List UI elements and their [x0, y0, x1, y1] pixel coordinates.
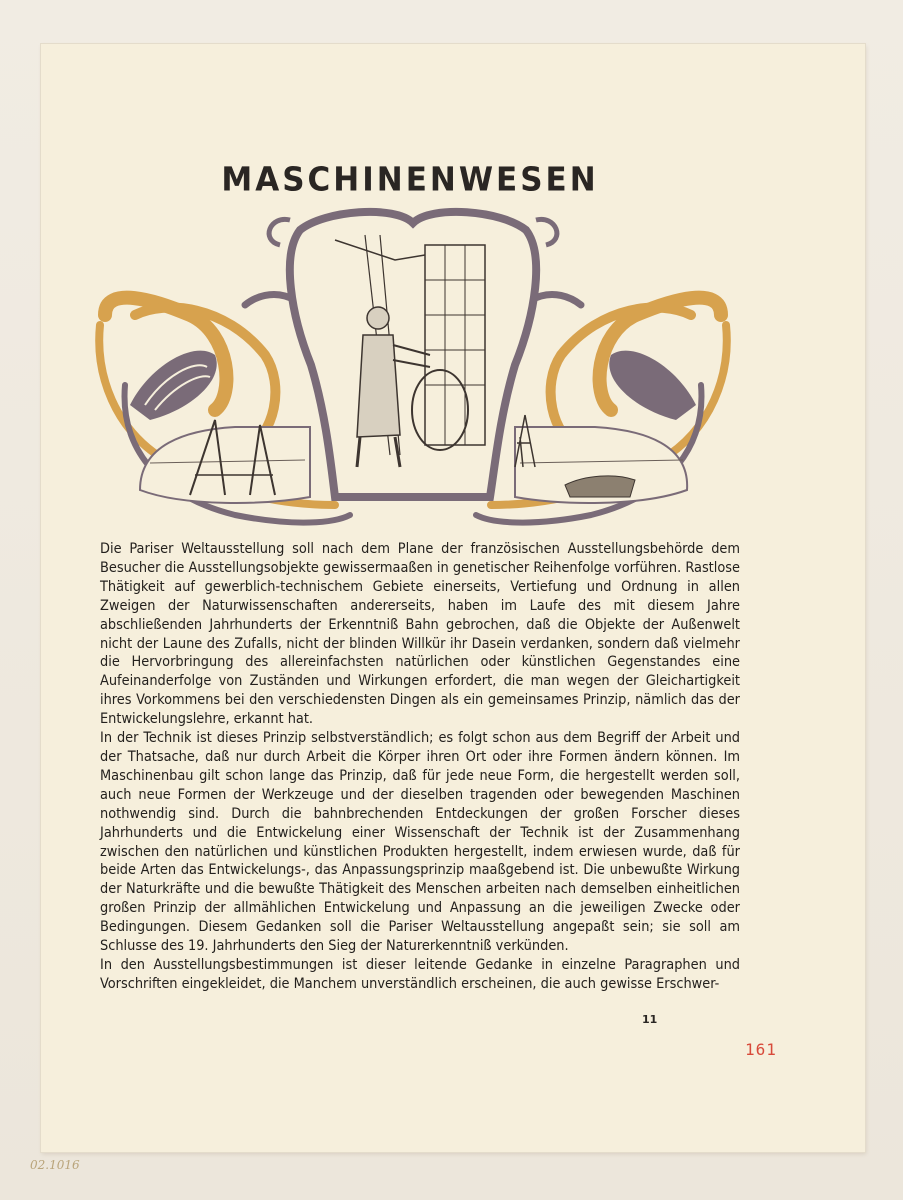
art-nouveau-illustration — [95, 205, 731, 535]
paragraph: In den Ausstellungsbestimmungen ist dieser leitende Gedanke in einzelne Paragraphen und Vorschriften eingekleidet, die Manchem unverständlich erscheinen, die auch gewisse Erschwer- — [100, 956, 740, 992]
body-text — [100, 540, 740, 994]
archive-stamp: 161 — [745, 1040, 777, 1059]
inventory-note: 02.1016 — [30, 1158, 80, 1172]
left-landscape — [140, 420, 310, 503]
right-landscape — [515, 415, 687, 503]
left-fruit-cluster — [130, 351, 217, 420]
paragraph: Die Pariser Weltausstellung soll nach dem Plane der französischen Ausstellungsbehörde dem Besucher die Ausstellungsobjekte gewissermaaßen in genetischer Reihenfolge vorführen. Rastlose Thätigkeit auf gewerblich-technischem Gebiete einerseits, Vertiefung und Ordnung in allen Zweigen der Naturwissenschaften andererseits, haben im Laufe des mit diesem Jahre abschließenden Jahrhunderts der Erkenntniß Bahn gebrochen, daß die Objekte der Außenwelt nicht der Laune des Zufalls, nicht der blinden Willkür ihr Dasein verdanken, sondern daß vielmehr die Hervorbringung des allereinfachsten natürlichen oder künstlichen Gegenstandes eine Aufeinanderfolge von Zuständen und Wirkungen erfordert, die man wegen der Gleichartigkeit ihres Vorkommens bei den verschiedensten Dingen als ein gemeinsames Prinzip, nämlich das der Entwickelungslehre, erkannt hat. — [100, 541, 740, 728]
page-title: MASCHINENWESEN — [221, 161, 599, 199]
signature-number: 11 — [642, 1013, 658, 1026]
paragraph: In der Technik ist dieses Prinzip selbstverständlich; es folgt schon aus dem Begriff der Arbeit und der Thatsache, daß nur durch Arbeit die Körper ihren Ort oder ihre Formen ändern können. Im Maschinenbau gilt schon lange das Prinzip, daß für jede neue Form, die hergestellt werden soll, auch neue Formen der Werkzeuge und der dieselben tragenden oder bewegenden Maschinen nothwendig sind. Durch die bahnbrechenden Entdeckungen der großen Forscher dieses Jahrhunderts und die Entwickelung einer Wissenschaft der Technik ist der Zusammenhang zwischen den natürlichen und künstlichen Produkten hergestellt, indem erwiesen wurde, daß für beide Arten das Entwickelungs-, das Anpassungsprinzip maaßgebend ist. Die unbewußte Wirkung der Naturkräfte und die bewußte Thätigkeit des Menschen arbeiten nach demselben einheitlichen großen Prinzip der allmählichen Entwickelung und Anpassung an die jeweiligen Zwecke oder Bedingungen. Diesem Gedanken soll die Pariser Weltausstellung angepaßt sein; sie soll am Schlusse des 19. Jahrhunderts den Sieg der Naturerkenntniß verkünden. — [100, 730, 740, 955]
central-frame — [269, 212, 557, 497]
